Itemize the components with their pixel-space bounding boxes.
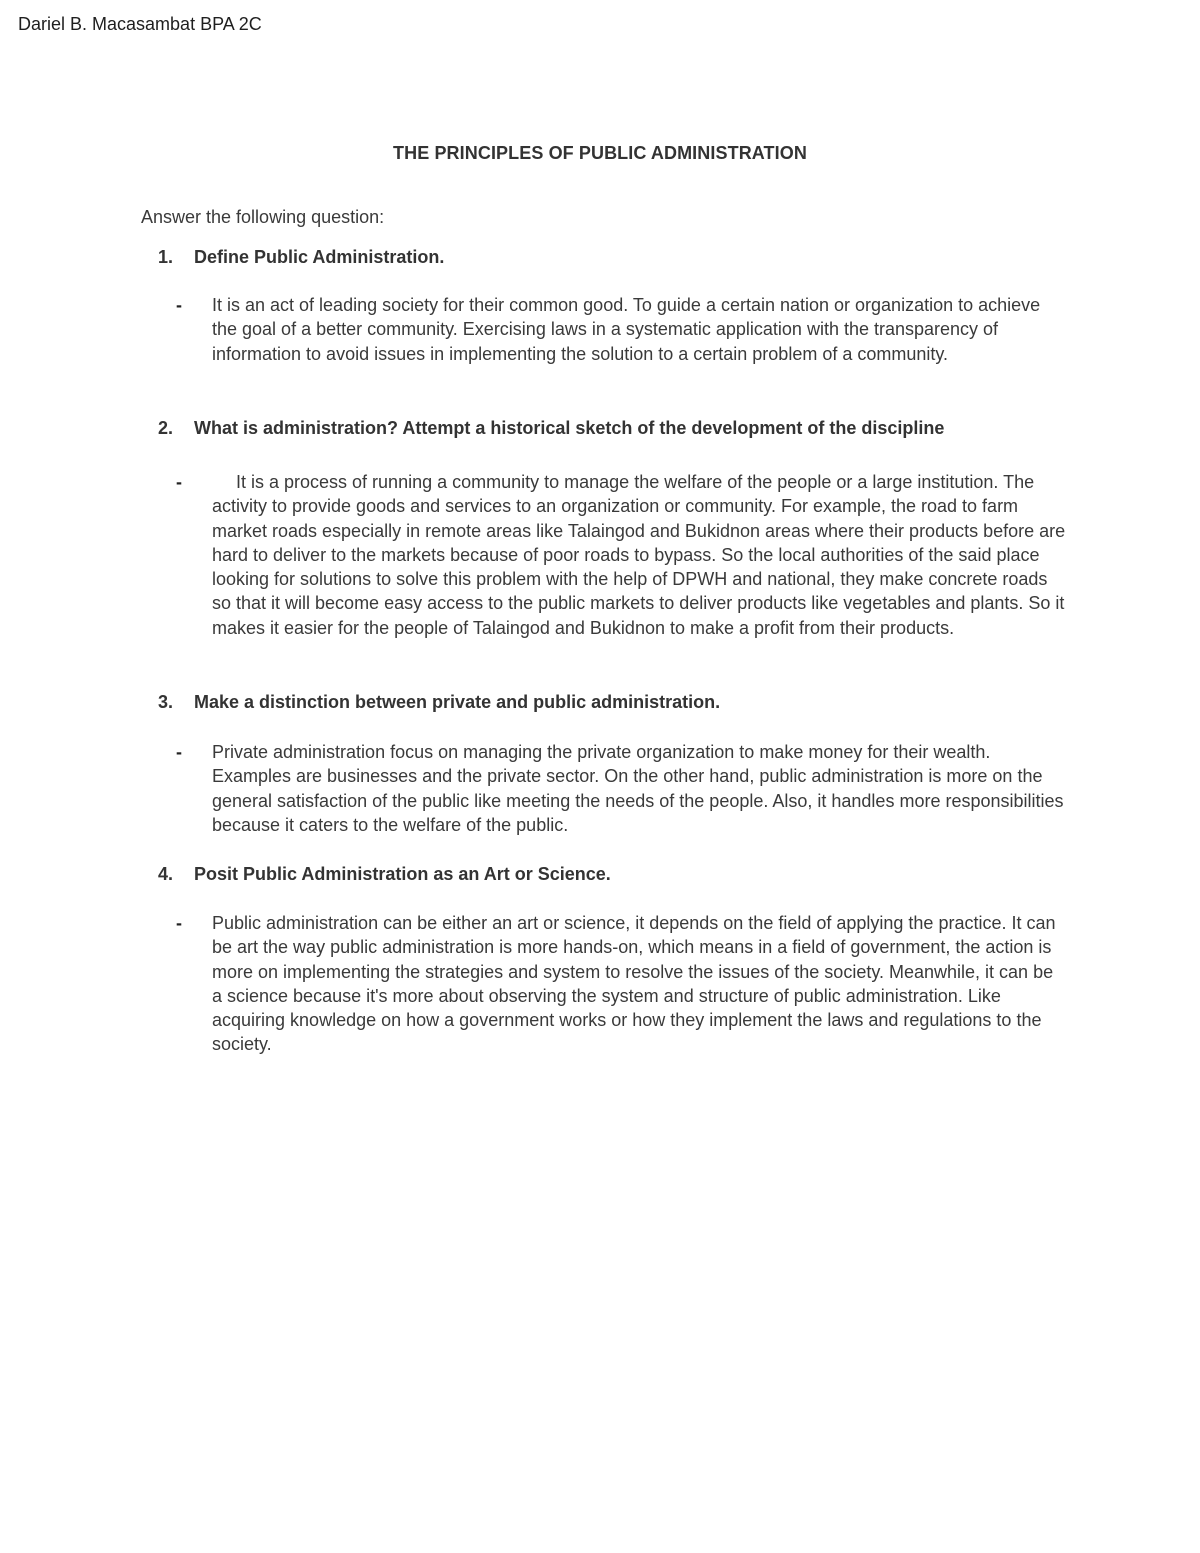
document-title: THE PRINCIPLES OF PUBLIC ADMINISTRATION (393, 143, 807, 163)
answer-text: Private administration focus on managing the private organization to make money for their wealth. Examples are businesses and the private sector. On the other hand, public administration is more on the general satisfaction of the public like meeting the needs of the people. Also, it handles more responsibilities because it caters to the welfare of the public. (212, 742, 1064, 835)
bullet-icon: - (176, 472, 182, 492)
question-3 (158, 692, 1118, 713)
answer-text: Public administration can be either an art or science, it depends on the field of applying the practice. It can be art the way public administration is more hands-on, which means in a field of government, the action is more on implementing the strategies and system to resolve the issues of the society. Meanwhile, it can be a science because it's more about observing the system and structure of public administration. Like acquiring knowledge on how a government works or how they implement the laws and regulations to the society. (212, 913, 1056, 1055)
instructions-text: Answer the following question: (141, 207, 385, 227)
question-text: Make a distinction between private and public administration. (194, 692, 721, 712)
bullet-icon: - (176, 742, 182, 762)
question-text: Posit Public Administration as an Art or Science. (194, 864, 611, 884)
question-4 (158, 864, 1118, 885)
question-number: 3. (158, 692, 174, 712)
answer-text: It is a process of running a community to manage the welfare of the people or a large institution. The activity to provide goods and services to an organization or community. For example, the road to farm market roads especially in remote areas like Talaingod and Bukidnon areas where their products before are hard to deliver to the markets because of poor roads to bypass. So the local authorities of the said place looking for solutions to solve this problem with the help of DPWH and national, they make concrete roads so that it will become easy access to the public markets to deliver products like vegetables and plants. So it makes it easier for the people of Talaingod and Bukidnon to make a profit from their products. (212, 472, 1066, 638)
question-1 (158, 247, 1118, 268)
answer-4 (176, 911, 1066, 1057)
answer-3 (176, 740, 1066, 837)
question-number: 4. (158, 864, 174, 884)
answer-1 (176, 293, 1066, 366)
bullet-icon: - (176, 913, 182, 933)
bullet-icon: - (176, 295, 182, 315)
question-text: Define Public Administration. (194, 247, 445, 267)
question-number: 1. (158, 247, 174, 267)
question-number: 2. (158, 418, 174, 438)
answer-text: It is an act of leading society for their common good. To guide a certain nation or organization to achieve the goal of a better community. Exercising laws in a systematic application with the transparency of information to avoid issues in implementing the solution to a certain problem of a community. (212, 295, 1041, 364)
answer-2 (176, 470, 1066, 640)
question-text: What is administration? Attempt a historical sketch of the development of the discipline (194, 418, 945, 438)
author-header: Dariel B. Macasambat BPA 2C (18, 14, 262, 34)
question-2 (158, 418, 1118, 439)
